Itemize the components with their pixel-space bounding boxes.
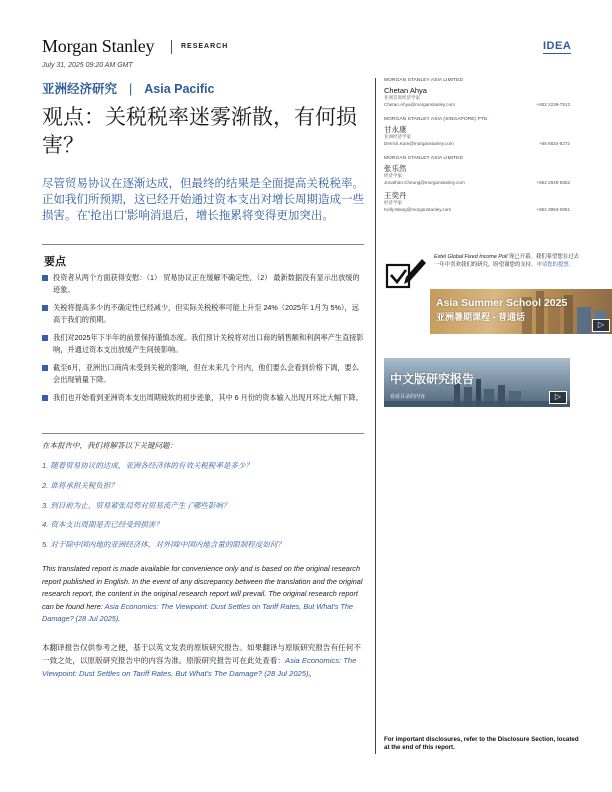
analyst-contact bbox=[384, 179, 570, 187]
analyst-contact bbox=[384, 206, 570, 214]
analyst-phone: +852 3963-0891 bbox=[536, 207, 570, 212]
question-link[interactable]: 1. 随着贸易协议的达成，亚洲各经济体的有效关税税率是多少？ bbox=[42, 461, 253, 470]
pencil-checkbox-icon bbox=[384, 255, 428, 291]
category-label: 亚洲经济研究 bbox=[42, 82, 118, 96]
arrow-right-icon[interactable]: ▷ bbox=[592, 319, 610, 332]
banner-subtitle: 看看目录的内容 bbox=[390, 394, 426, 400]
analyst-firm-block bbox=[384, 117, 570, 148]
report-category bbox=[42, 79, 214, 97]
research-label: RESEARCH bbox=[181, 43, 229, 50]
category-divider: | bbox=[129, 82, 133, 96]
analyst-firm-block bbox=[384, 78, 570, 109]
translation-note-text: This translated report is made available for convenience only and is based on the original research report published in English. In the event of any discrepancy between the translation and the original research report, the content in the original research report will prevail. The original research report can be found here: bbox=[42, 564, 363, 611]
cn-note-end: 。 bbox=[308, 669, 317, 678]
question-link[interactable]: 5. 对于除中国内地的亚洲经济体，对外国/中国内地含量的限制程度如何？ bbox=[42, 540, 285, 550]
original-report-link[interactable]: Asia Economics: The Viewpoint: Dust Settles on Tariff Rates, But What's The Damage? (28 Jul 2025) bbox=[42, 601, 354, 623]
poll-notice bbox=[434, 253, 584, 270]
analyst-firm-block bbox=[384, 156, 570, 214]
question-link[interactable]: 4. 资本支出周期是否已经受到损害？ bbox=[42, 520, 163, 530]
arrow-right-icon[interactable]: ▷ bbox=[549, 391, 567, 404]
chinese-research-banner[interactable] bbox=[384, 358, 570, 407]
key-point-item: 关税将提高多少的不确定性已经减少，但实际关税税率可能上升至 24%（2025年 1月为 5%），远高于我们的预期。 bbox=[42, 302, 364, 326]
question-link[interactable]: 3. 到目前为止，贸易紧张局势对贸易流产生了哪些影响？ bbox=[42, 500, 231, 510]
key-point-item: 投资者从两个方面获得安慰：（1） 贸易协议正在缓解不确定性，（2） 最新数据没有显示出放缓的迹象。 bbox=[42, 272, 364, 296]
divider-mid bbox=[42, 433, 364, 434]
analyst-role: 亚洲首席经济学家 bbox=[384, 95, 420, 100]
analyst-panel bbox=[384, 78, 570, 220]
analyst-phone: +65 6834-8272 bbox=[538, 141, 570, 146]
poll-vote-link[interactable]: 申请您的提票。 bbox=[536, 262, 575, 269]
analyst-email[interactable]: Chetan.Ahya@morganstanley.com bbox=[384, 102, 455, 107]
analyst-email[interactable]: Jonathan.Cheung@morganstanley.com bbox=[384, 180, 465, 185]
analyst-contact bbox=[384, 101, 570, 109]
analyst-role: 经济学家 bbox=[384, 173, 402, 178]
cn-note-text: 本翻译报告仅供参考之便，基于以英文发表的原版研究报告。如果翻译与原版研究报告有任何不一致之处，以原版研究报告中的内容为准。原版研究报告可在此处查看： bbox=[42, 643, 361, 665]
analyst-name: 甘永康 bbox=[384, 125, 407, 134]
question-link[interactable]: 2. 谁将承担关税负担？ bbox=[42, 480, 118, 490]
logo-divider bbox=[171, 40, 172, 54]
region-label: Asia Pacific bbox=[144, 82, 215, 96]
publish-date: July 31, 2025 09:20 AM GMT bbox=[42, 62, 133, 69]
firm-name: MORGAN STANLEY ASIA (SINGAPORE) PTE. bbox=[384, 117, 489, 122]
poll-text: 现已开幕。我们希望您在过去一年中喜欢我们的研究，盼望谢您的支持。 bbox=[434, 254, 579, 269]
translation-note-cn bbox=[42, 641, 367, 680]
original-report-link-cn[interactable]: Asia Economics: The Viewpoint: Dust Settles on Tariff Rates, But What's The Damage? (28 Jul 2025) bbox=[42, 656, 357, 678]
lede-paragraph: 尽管贸易协议在逐渐达成，但最终的结果是全面提高关税税率。正如我们所预期，这已经开始通过资本支出对增长周期造成一些损害。在'抢出口'影响消退后，增长拖累将变得更加突出。 bbox=[42, 178, 364, 222]
summer-school-banner[interactable] bbox=[430, 289, 612, 334]
analyst-role: 经济学家 bbox=[384, 200, 402, 205]
questions-list bbox=[42, 457, 364, 556]
divider-top bbox=[42, 244, 364, 245]
analyst-name: 张乐然 bbox=[384, 164, 407, 173]
analyst-email[interactable]: Derrick.Kam@morganstanley.com bbox=[384, 141, 454, 146]
firm-name: MORGAN STANLEY ASIA LIMITED bbox=[384, 156, 464, 161]
analyst-name: Chetan Ahya bbox=[384, 86, 427, 95]
analyst-role: 亚洲经济学家 bbox=[384, 134, 411, 139]
analyst-phone: +852 2848-5552 bbox=[536, 180, 570, 185]
key-point-item: 我们对2025年下半年的前景保持谨慎态度。我们预计关税将对出口商的销售额和利润率产生直接影响，并通过资本支出放缓产生间接影响。 bbox=[42, 332, 364, 356]
translation-note-en: This translated report is made available for convenience only and is based on the original research report published in English. In the event of any discrepancy between the translation and the original research report, the content in the original research report will prevail. The original research report can be found here: Asia Economics: The Viewpoint: Dust Settles on Tariff Rates, But What's The Damage? (28 Jul 2025). bbox=[42, 564, 363, 623]
banner-subtitle: 亚洲暑期课程 - 普通话 bbox=[436, 312, 525, 322]
page-title: 观点：关税税率迷雾渐散，有何损害？ bbox=[42, 106, 357, 157]
firm-name: MORGAN STANLEY ASIA LIMITED bbox=[384, 78, 464, 83]
key-points-list bbox=[42, 272, 364, 410]
column-divider bbox=[375, 78, 376, 754]
analyst-contact bbox=[384, 140, 570, 148]
banner-title: 中文版研究报告 bbox=[390, 372, 475, 386]
analyst-name: 王奕丹 bbox=[384, 191, 407, 200]
questions-intro: 在本报告中，我们将解答以下关键问题： bbox=[42, 441, 177, 450]
poll-title: Extel Global Fixed Income Poll bbox=[434, 254, 508, 260]
banner-title: Asia Summer School 2025 bbox=[436, 297, 568, 309]
brand-logo: Morgan Stanley bbox=[42, 36, 155, 56]
key-points-heading: 要点 bbox=[44, 256, 66, 268]
idea-badge: IDEA bbox=[543, 40, 572, 52]
key-point-item: 截至6月，亚洲出口商尚未受到关税的影响，但在未来几个月内，他们要么会看到价格下调，要么会出现销量下降。 bbox=[42, 362, 364, 386]
analyst-phone: +852 2239-7812 bbox=[536, 102, 570, 107]
analyst-email[interactable]: Kelly.Wang@morganstanley.com bbox=[384, 207, 452, 212]
disclosure-note: For important disclosures, refer to the Disclosure Section, located at the end of this report. bbox=[384, 736, 579, 751]
key-point-item: 我们也开始看到亚洲资本支出周期疲软的初步迹象，其中 6 月份的资本输入出现月环比大幅下降。 bbox=[42, 392, 364, 404]
